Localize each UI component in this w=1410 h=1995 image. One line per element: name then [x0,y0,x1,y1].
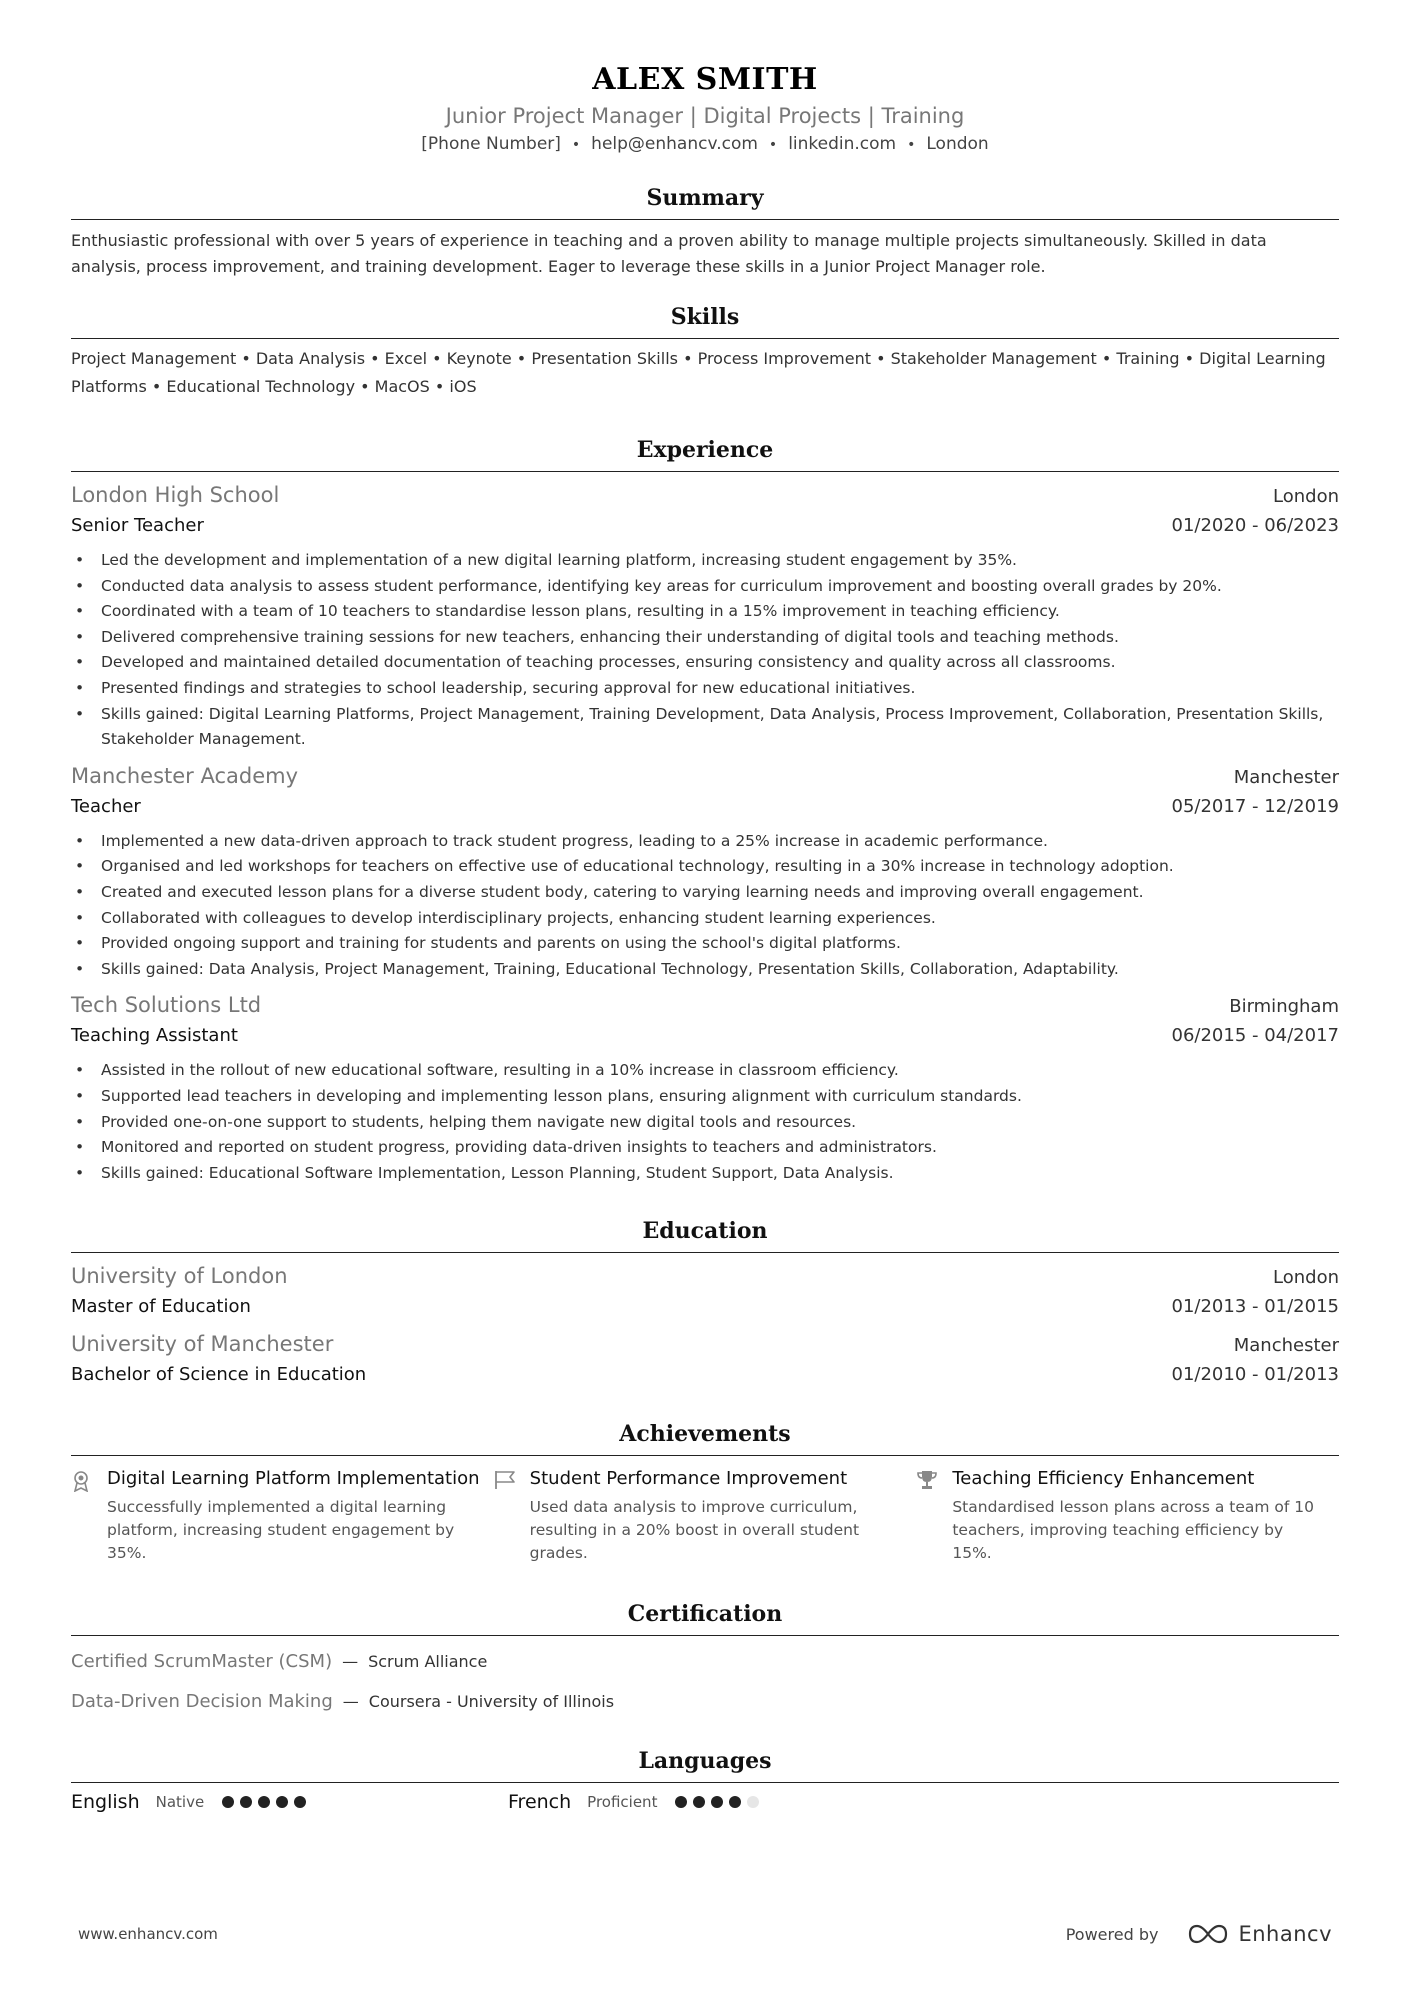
bullet-item: • Provided one-on-one support to students, helping them navigate new digital tools and resources. [71,1110,1339,1136]
proficiency-dots [222,1796,312,1808]
separator-dot: • [907,137,916,153]
powered-by [1066,1922,1332,1946]
skills-section [71,302,1339,401]
summary-text: Enthusiastic professional with over 5 years of experience in teaching and a proven ability to manage multiple projects simultaneously. Skilled in data analysis, process improvement, and training development. Eager to leverage these skills in a Junior Project Manager role. [71,231,1267,276]
job-dates: 06/2015 - 04/2017 [1171,1025,1339,1047]
language-name: French [508,1791,572,1814]
bullet-item: • Developed and maintained detailed documentation of teaching processes, ensuring consistency and quality across all classrooms. [71,650,1339,676]
job-title: Teacher [71,795,141,817]
proficiency-dot-filled [711,1796,723,1808]
flag-icon [494,1466,530,1565]
section-title-achievements: Achievements [71,1419,1339,1456]
bullet-item: • Delivered comprehensive training sessions for new teachers, enhancing their understanding of digital tools and teaching methods. [71,625,1339,651]
bullet-item: • Skills gained: Digital Learning Platforms, Project Management, Training Development, Data Analysis, Process Improvement, Collaboration, Presentation Skills, Stakeholder Management. [71,702,1339,753]
proficiency-dot-filled [258,1796,270,1808]
bullet-item: • Created and executed lesson plans for a diverse student body, catering to varying learning needs and improving overall engagement. [71,880,1339,906]
job-dates: 01/2020 - 06/2023 [1171,515,1339,536]
powered-by-label: Powered by [1065,1924,1159,1944]
language-item [71,1791,508,1813]
bullet-item: • Monitored and reported on student progress, providing data-driven insights to teachers and administrators. [71,1135,1339,1161]
bullet-item: • Coordinated with a team of 10 teachers to standardise lesson plans, resulting in a 15% improvement in teaching efficiency. [71,599,1339,625]
education-section [71,1216,1339,1389]
degree: Bachelor of Science in Education [71,1364,367,1386]
enhancv-logo-icon [1186,1922,1230,1946]
headline: Junior Project Manager | Digital Projects | Training [445,104,965,128]
bullet-item: • Conducted data analysis to assess student performance, identifying key areas for curriculum improvement and boosting overall grades by 20%. [71,574,1339,600]
experience-section [71,435,1339,1186]
experience-entry [71,761,1339,983]
achievement-item [494,1466,917,1565]
bullet-item: • Skills gained: Data Analysis, Project Management, Training, Educational Technology, Presentation Skills, Collaboration, Adaptability. [71,957,1339,983]
dash-separator: — [342,1692,359,1712]
resume-header [71,0,1339,157]
degree: Master of Education [71,1296,251,1318]
achievement-desc: Used data analysis to improve curriculum, resulting in a 20% boost in overall student grades. [529,1498,860,1563]
contact-email[interactable]: help@enhancv.com [591,134,758,154]
bullet-item: • Collaborated with colleagues to develop interdisciplinary projects, enhancing student learning experiences. [71,906,1339,932]
achievement-item [71,1466,494,1565]
job-location: London [1273,486,1339,507]
employer-name: Manchester Academy [71,763,299,788]
school-name: University of London [71,1264,288,1289]
bullet-item: • Organised and led workshops for teachers on effective use of educational technology, resulting in a 30% increase in technology adoption. [71,854,1339,880]
footer-website[interactable]: www.enhancv.com [78,1925,218,1943]
proficiency-dot-filled [222,1796,234,1808]
bullet-item: • Supported lead teachers in developing and implementing lesson plans, ensuring alignment with curriculum standards. [71,1084,1339,1110]
certification-issuer: Scrum Alliance [368,1652,488,1672]
school-name: University of Manchester [71,1332,334,1357]
education-dates: 01/2010 - 01/2013 [1171,1364,1339,1386]
education-entry [71,1329,1339,1389]
achievement-desc: Successfully implemented a digital learning platform, increasing student engagement by 35%. [107,1498,455,1563]
contact-location: London [926,134,989,154]
summary-section [71,183,1339,280]
bullet-item: • Skills gained: Educational Software Implementation, Lesson Planning, Student Support, Data Analysis. [71,1161,1339,1187]
school-location: Manchester [1233,1335,1339,1357]
award-icon [71,1466,107,1565]
achievement-title: Teaching Efficiency Enhancement [952,1468,1255,1490]
section-title-education: Education [71,1216,1339,1253]
footer [78,1922,1332,1946]
school-location: London [1273,1267,1339,1289]
section-title-summary: Summary [71,183,1339,220]
job-location: Manchester [1233,766,1339,788]
proficiency-dot-empty [747,1796,759,1808]
job-bullets [71,829,1339,983]
job-bullets [71,1058,1339,1186]
certification-item [71,1648,1339,1676]
contact-line [71,132,1339,157]
language-level: Native [155,1793,205,1812]
languages-section [71,1746,1339,1813]
bullet-item: • Assisted in the rollout of new educational software, resulting in a 10% increase in classroom efficiency. [71,1058,1339,1084]
education-entry [71,1261,1339,1321]
certification-section [71,1599,1339,1716]
job-location: Birmingham [1229,996,1339,1018]
certification-item [71,1688,1339,1716]
proficiency-dot-filled [240,1796,252,1808]
bullet-item: • Presented findings and strategies to school leadership, securing approval for new educational initiatives. [71,676,1339,702]
contact-linkedin[interactable]: linkedin.com [788,134,897,154]
contact-phone: [Phone Number] [421,134,561,154]
language-name: English [71,1791,140,1814]
section-title-skills: Skills [71,302,1339,339]
job-bullets [71,548,1339,753]
section-title-languages: Languages [71,1746,1339,1783]
language-item [508,1791,945,1813]
proficiency-dot-filled [675,1796,687,1808]
certification-issuer: Coursera - University of Illinois [368,1692,615,1712]
certification-name: Data-Driven Decision Making [71,1691,333,1713]
proficiency-dot-filled [693,1796,705,1808]
bullet-item: • Provided ongoing support and training for students and parents on using the school's digital platforms. [71,931,1339,957]
employer-name: Tech Solutions Ltd [71,993,262,1018]
skills-list: Project Management • Data Analysis • Excel • Keynote • Presentation Skills • Process Improvement • Stakeholder Management • Training • Digital Learning Platforms • Educational Technology • MacOS • iOS [71,349,1326,396]
experience-entry [71,480,1339,753]
enhancv-logo[interactable] [1186,1922,1332,1946]
certification-name: Certified ScrumMaster (CSM) [71,1651,333,1673]
job-dates: 05/2017 - 12/2019 [1171,795,1339,817]
education-dates: 01/2013 - 01/2015 [1171,1296,1339,1318]
employer-name: London High School [71,483,280,507]
bullet-item: • Led the development and implementation of a new digital learning platform, increasing student engagement by 35%. [71,548,1339,574]
brand-name: Enhancv [1238,1922,1332,1946]
achievement-desc: Standardised lesson plans across a team of 10 teachers, improving teaching efficiency by 15%. [952,1498,1315,1563]
section-title-experience: Experience [71,435,1339,472]
bullet-item: • Implemented a new data-driven approach to track student progress, leading to a 25% increase in academic performance. [71,829,1339,855]
language-level: Proficient [587,1793,658,1812]
proficiency-dots [675,1796,765,1808]
achievement-title: Digital Learning Platform Implementation [107,1468,480,1490]
separator-dot: • [768,137,778,153]
achievement-title: Student Performance Improvement [529,1468,848,1490]
job-title: Teaching Assistant [71,1025,238,1047]
experience-entry [71,990,1339,1186]
separator-dot: • [571,137,581,153]
candidate-name: ALEX SMITH [592,62,818,97]
dash-separator: — [342,1652,359,1672]
job-title: Senior Teacher [71,515,204,536]
proficiency-dot-filled [294,1796,306,1808]
trophy-icon [916,1466,952,1565]
proficiency-dot-filled [729,1796,741,1808]
achievements-section [71,1419,1339,1565]
achievement-item [916,1466,1339,1565]
proficiency-dot-filled [276,1796,288,1808]
section-title-certification: Certification [71,1599,1339,1636]
